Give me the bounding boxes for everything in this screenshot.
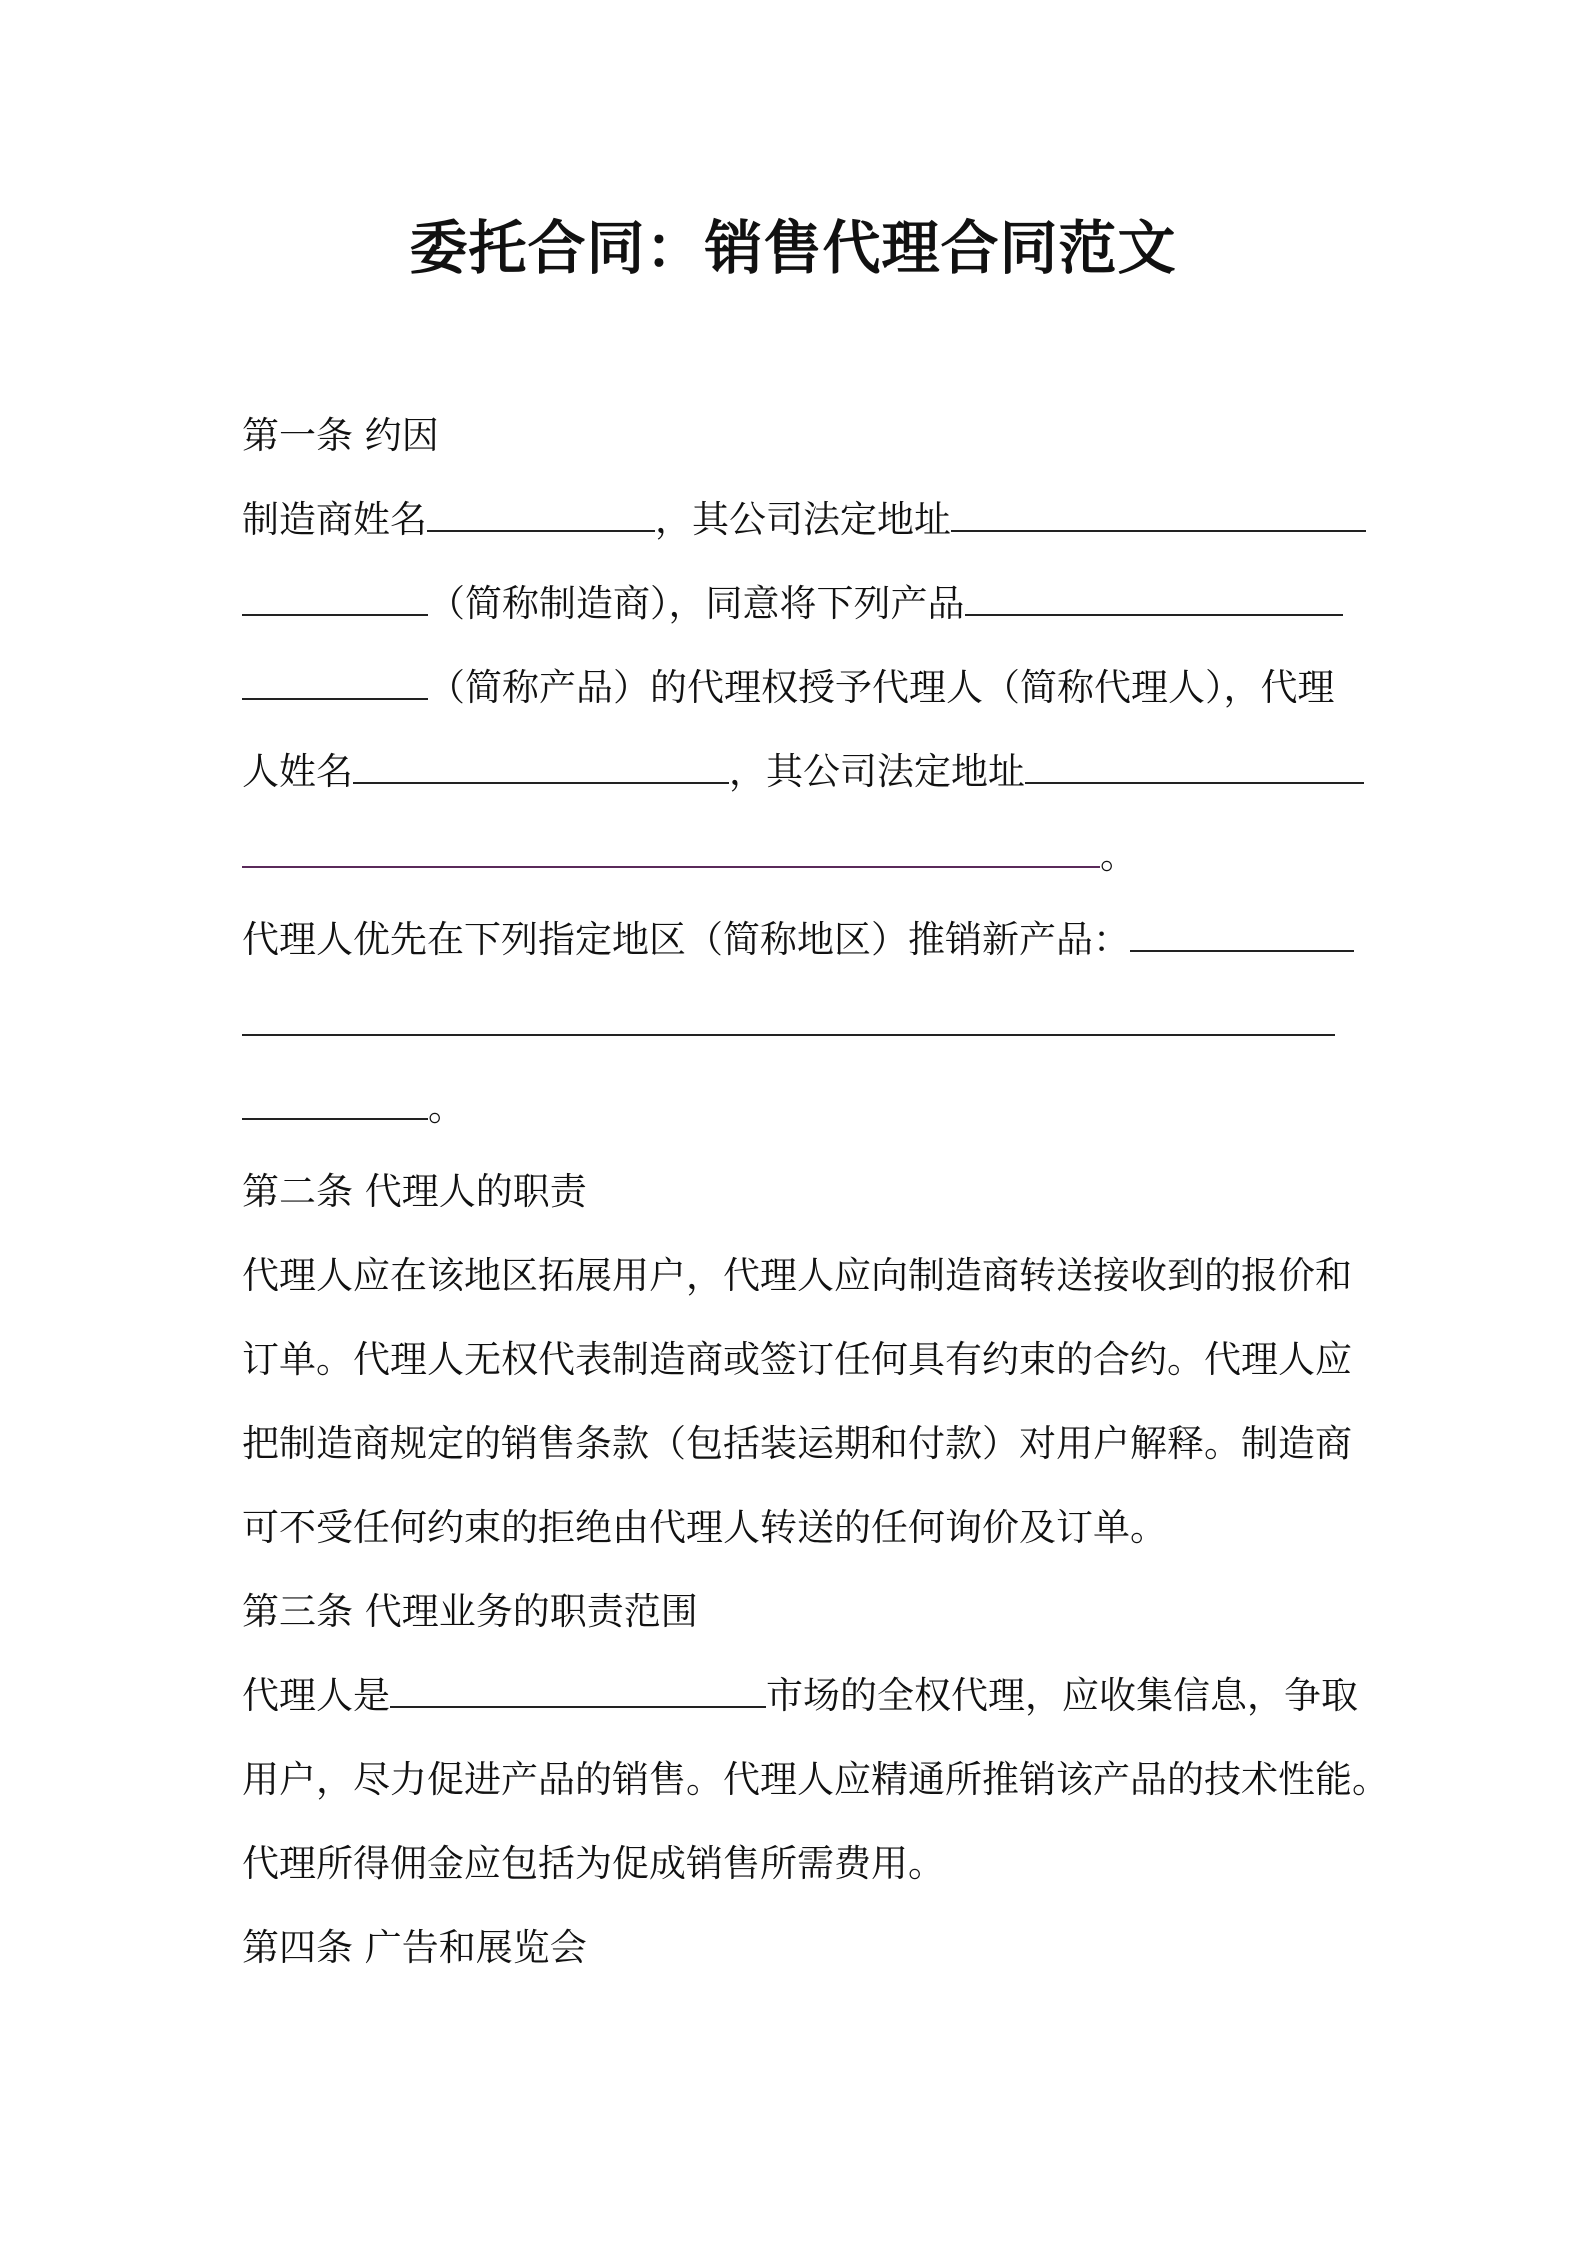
agency-grant-text: （简称产品）的代理权授予代理人（简称代理人），代理 — [428, 666, 1335, 709]
manufacturer-address-label: ，其公司法定地址 — [655, 498, 951, 541]
article-4-heading: 第四条 广告和展览会 — [242, 1926, 587, 1969]
agent-name-blank[interactable] — [353, 752, 729, 784]
manufacturer-name-blank[interactable] — [427, 500, 655, 532]
document-title: 委托合同：销售代理合同范文 — [409, 214, 1177, 282]
period-mark: 。 — [428, 1086, 465, 1129]
article-2-line-4: 可不受任何约束的拒绝由代理人转送的任何询价及订单。 — [242, 1506, 1167, 1549]
product-blank[interactable] — [965, 584, 1343, 616]
article-2-line-1: 代理人应在该地区拓展用户，代理人应向制造商转送接收到的报价和 — [242, 1254, 1352, 1297]
agent-name-label: 人姓名 — [242, 750, 353, 793]
article-3-line-3: 代理所得佣金应包括为促成销售所需费用。 — [242, 1842, 945, 1885]
article-1-line-2 — [242, 578, 1343, 630]
territory-blank-end[interactable] — [242, 1088, 428, 1120]
manufacturer-address-blank-cont[interactable] — [242, 584, 428, 616]
agent-is-text: 代理人是 — [242, 1674, 390, 1717]
article-1-line-7 — [242, 998, 1335, 1050]
article-3-line-1 — [242, 1670, 1358, 1722]
article-1-heading: 第一条 约因 — [242, 414, 439, 457]
article-1-line-1 — [242, 494, 1366, 546]
territory-text: 代理人优先在下列指定地区（简称地区）推销新产品： — [242, 918, 1130, 961]
product-grant-text: （简称制造商），同意将下列产品 — [428, 582, 965, 625]
article-1-line-6 — [242, 914, 1354, 966]
article-1-line-5 — [242, 830, 1137, 882]
article-3-heading: 第三条 代理业务的职责范围 — [242, 1590, 698, 1633]
article-3-line-2: 用户，尽力促进产品的销售。代理人应精通所推销该产品的技术性能。 — [242, 1758, 1389, 1801]
article-2-line-2: 订单。代理人无权代表制造商或签订任何具有约束的合约。代理人应 — [242, 1338, 1352, 1381]
article-2-line-3: 把制造商规定的销售条款（包括装运期和付款）对用户解释。制造商 — [242, 1422, 1352, 1465]
article-1-line-3 — [242, 662, 1335, 714]
territory-blank[interactable] — [1130, 920, 1354, 952]
agent-address-blank-cont[interactable] — [242, 836, 1100, 868]
period-mark: 。 — [1100, 834, 1137, 877]
article-1-line-8 — [242, 1082, 465, 1134]
manufacturer-name-label: 制造商姓名 — [242, 498, 427, 541]
agent-address-label: ，其公司法定地址 — [729, 750, 1025, 793]
product-blank-cont[interactable] — [242, 668, 428, 700]
agent-address-blank[interactable] — [1025, 752, 1364, 784]
article-2-heading: 第二条 代理人的职责 — [242, 1170, 587, 1213]
manufacturer-address-blank[interactable] — [951, 500, 1366, 532]
article-1-line-4 — [242, 746, 1364, 798]
market-rights-text: 市场的全权代理，应收集信息，争取 — [766, 1674, 1358, 1717]
territory-blank-cont[interactable] — [242, 1004, 1335, 1036]
market-blank[interactable] — [390, 1676, 766, 1708]
